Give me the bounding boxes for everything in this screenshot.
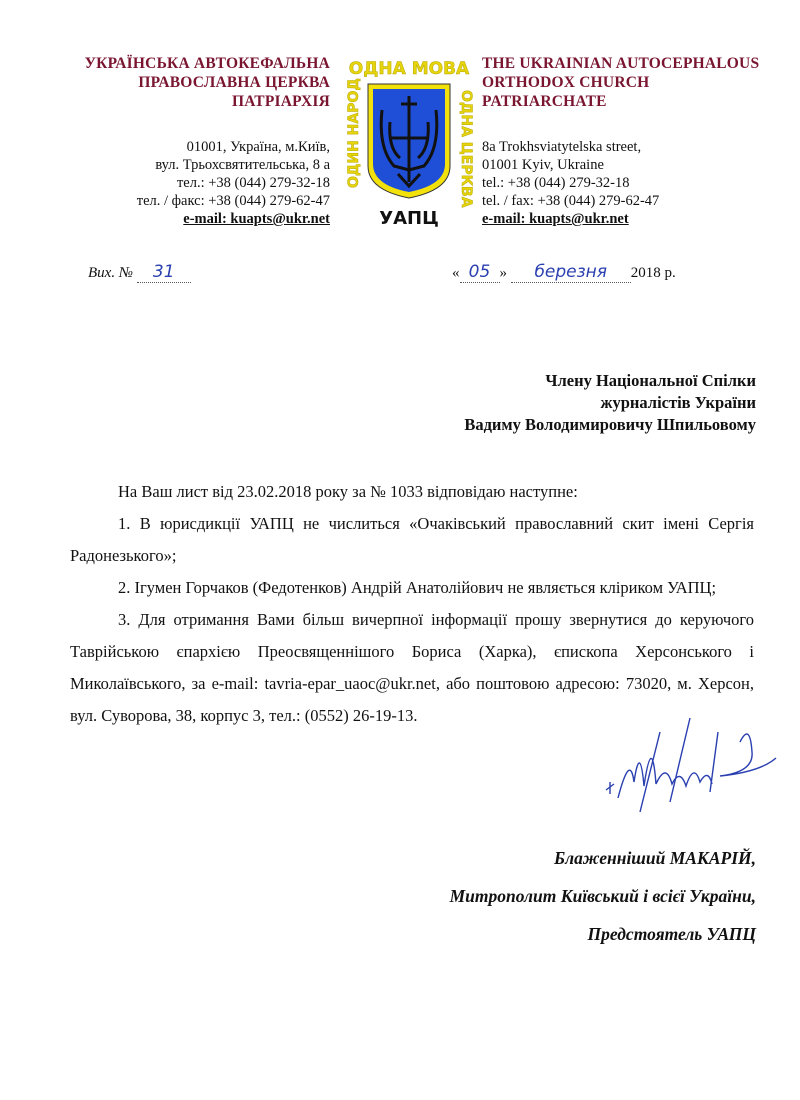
svg-text:УАПЦ: УАПЦ — [379, 208, 439, 228]
recipient-name: Вадиму Володимировичу Шпильовому — [464, 415, 756, 434]
recipient-line: Члену Національної Спілки — [545, 371, 756, 390]
signature-scribble-icon — [600, 712, 780, 822]
signatory-role: Предстоятель УАПЦ — [587, 924, 756, 944]
out-number-label: Вих. № — [88, 265, 133, 281]
recipient-block — [464, 370, 756, 436]
church-crest-logo — [338, 48, 480, 228]
address-line: 8a Trokhsviatytelska street, — [482, 139, 642, 155]
org-en-line: THE UKRAINIAN AUTOCEPHALOUS — [482, 55, 760, 72]
address-ua — [40, 138, 330, 228]
date-month: березня — [511, 262, 631, 283]
org-en-line: PATRIARCHATE — [482, 93, 607, 110]
letter-body — [70, 476, 754, 732]
quote-close: » — [499, 265, 507, 281]
body-item-2: 2. Ігумен Горчаков (Федотенков) Андрій Анатолійович не являється кліриком УАПЦ; — [118, 578, 717, 597]
phone-line: тел.: +38 (044) 279-32-18 — [176, 175, 330, 191]
org-en-line: ORTHODOX CHURCH — [482, 74, 650, 91]
org-name-ua — [40, 54, 330, 111]
org-ua-line: УКРАЇНСЬКА АВТОКЕФАЛЬНА — [84, 55, 330, 72]
recipient-line: журналістів України — [600, 393, 756, 412]
address-line: 01001 Kyiv, Ukraine — [482, 157, 604, 173]
email-link-en[interactable]: e-mail: kuapts@ukr.net — [482, 211, 629, 227]
fax-line: тел. / факс: +38 (044) 279-62-47 — [136, 193, 330, 209]
body-item-1: 1. В юрисдикції УАПЦ не числиться «Очаківський православний скит імені Сергія Радонезького»; — [70, 514, 754, 565]
svg-text:ОДИН НАРОД: ОДИН НАРОД — [346, 78, 362, 188]
phone-line: tel.: +38 (044) 279-32-18 — [482, 175, 630, 191]
svg-text:ОДНА ЦЕРКВА: ОДНА ЦЕРКВА — [458, 90, 474, 208]
trident-shield-icon — [338, 48, 480, 228]
letter-date — [452, 262, 676, 283]
signatory-title: Митрополит Київський і всієї України, — [449, 886, 756, 906]
address-line: вул. Трьохсвятительська, 8 а — [155, 157, 330, 173]
address-en — [482, 138, 792, 228]
intro-paragraph: На Ваш лист від 23.02.2018 року за № 1033 відповідаю наступне: — [118, 482, 578, 501]
fax-line: tel. / fax: +38 (044) 279-62-47 — [482, 193, 660, 209]
handwritten-signature — [600, 712, 780, 822]
org-name-en — [482, 54, 792, 111]
body-item-3: 3. Для отримання Вами більш вичерпної інформації прошу звернутися до керуючого Таврійською єпархією Преосвященнішого Бориса (Харка), єпископа Херсонського і Миколаївського, за e-mail: tavria-epar_uaoc@ukr.net, або поштовою адресою: 73020, м. Херсон, вул. Суворова, 38, корпус 3, тел.: (0552) 26-19-13. — [70, 610, 754, 725]
org-ua-line: ПАТРІАРХІЯ — [232, 93, 330, 110]
quote-open: « — [452, 265, 460, 281]
svg-text:ОДНА МОВА: ОДНА МОВА — [348, 59, 470, 79]
address-line: 01001, Україна, м.Київ, — [186, 139, 330, 155]
signatory-name: Блаженніший МАКАРІЙ, — [553, 848, 756, 868]
date-day: 05 — [460, 262, 500, 283]
outgoing-number — [88, 262, 191, 283]
email-link-ua[interactable]: e-mail: kuapts@ukr.net — [183, 211, 330, 227]
date-year: 2018 р. — [630, 265, 676, 281]
org-ua-line: ПРАВОСЛАВНА ЦЕРКВА — [138, 74, 330, 91]
out-number-value: 31 — [137, 262, 191, 283]
